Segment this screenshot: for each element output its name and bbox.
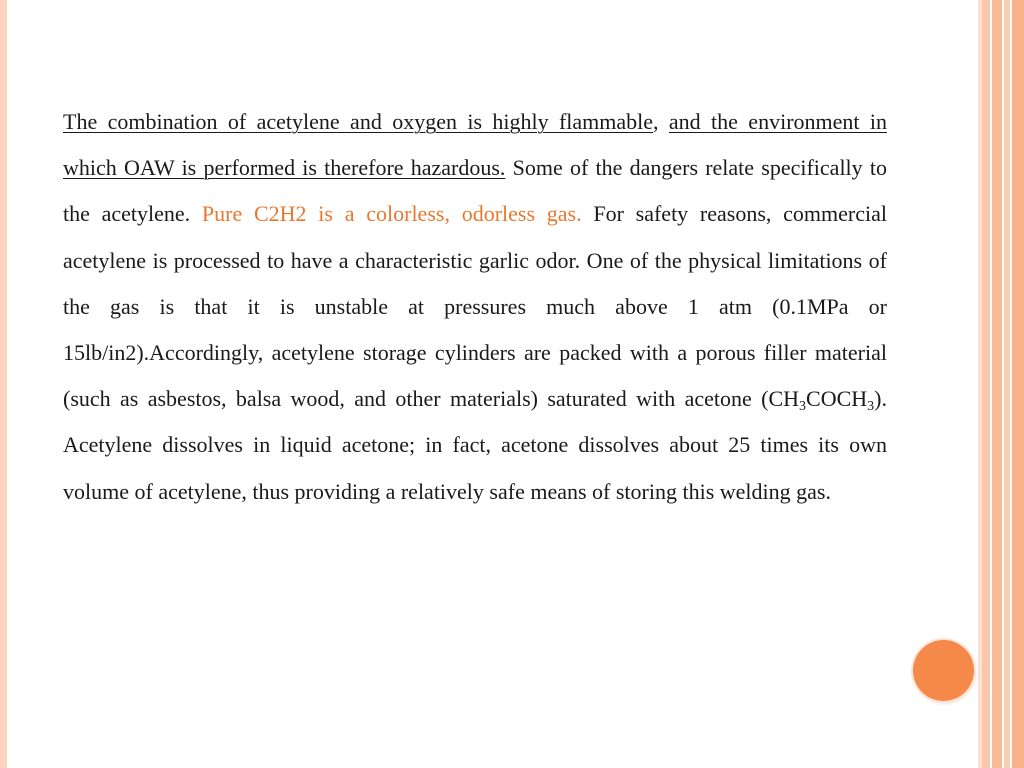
text-segment: COCH xyxy=(806,386,868,412)
text-segment: ). Acetylene dissolves in liquid acetone; in fact, acetone dissolves about 25 times its own volume of acetylene, thus providing a relatively safe means of storing this welding gas. xyxy=(63,386,887,504)
text-segment: , xyxy=(653,109,669,134)
subscript: 3 xyxy=(799,399,807,415)
text-segment: Some of the dangers relate specifically to the acetylene. xyxy=(63,155,887,227)
subscript: 3 xyxy=(867,399,875,415)
stripe xyxy=(982,0,990,768)
right-decorative-stripes xyxy=(978,0,1024,768)
underlined-phrase-1: The combination of acetylene and oxygen is highly flammable xyxy=(63,109,654,134)
body-paragraph xyxy=(63,99,887,515)
stripe xyxy=(992,0,1002,768)
left-edge-stripe xyxy=(0,0,7,768)
text-segment: For safety reasons, commercial acetylene is processed to have a characteristic garlic odor. One of the physical limitations of the gas is that it is unstable at pressures much above 1 atm (0.1MPa or 15lb/in2).Accordingly, acetylene storage cylinders are packed with a porous filler material (such as asbestos, balsa wood, and other materials) saturated with acetone (CH xyxy=(63,201,887,412)
stripe xyxy=(1012,0,1024,768)
stripe xyxy=(1004,0,1010,768)
decorative-circle xyxy=(913,640,974,701)
underlined-phrase-2: and the environment in which OAW is performed is therefore hazardous. xyxy=(63,109,887,181)
highlighted-phrase: Pure C2H2 is a colorless, odorless gas. xyxy=(201,201,582,227)
